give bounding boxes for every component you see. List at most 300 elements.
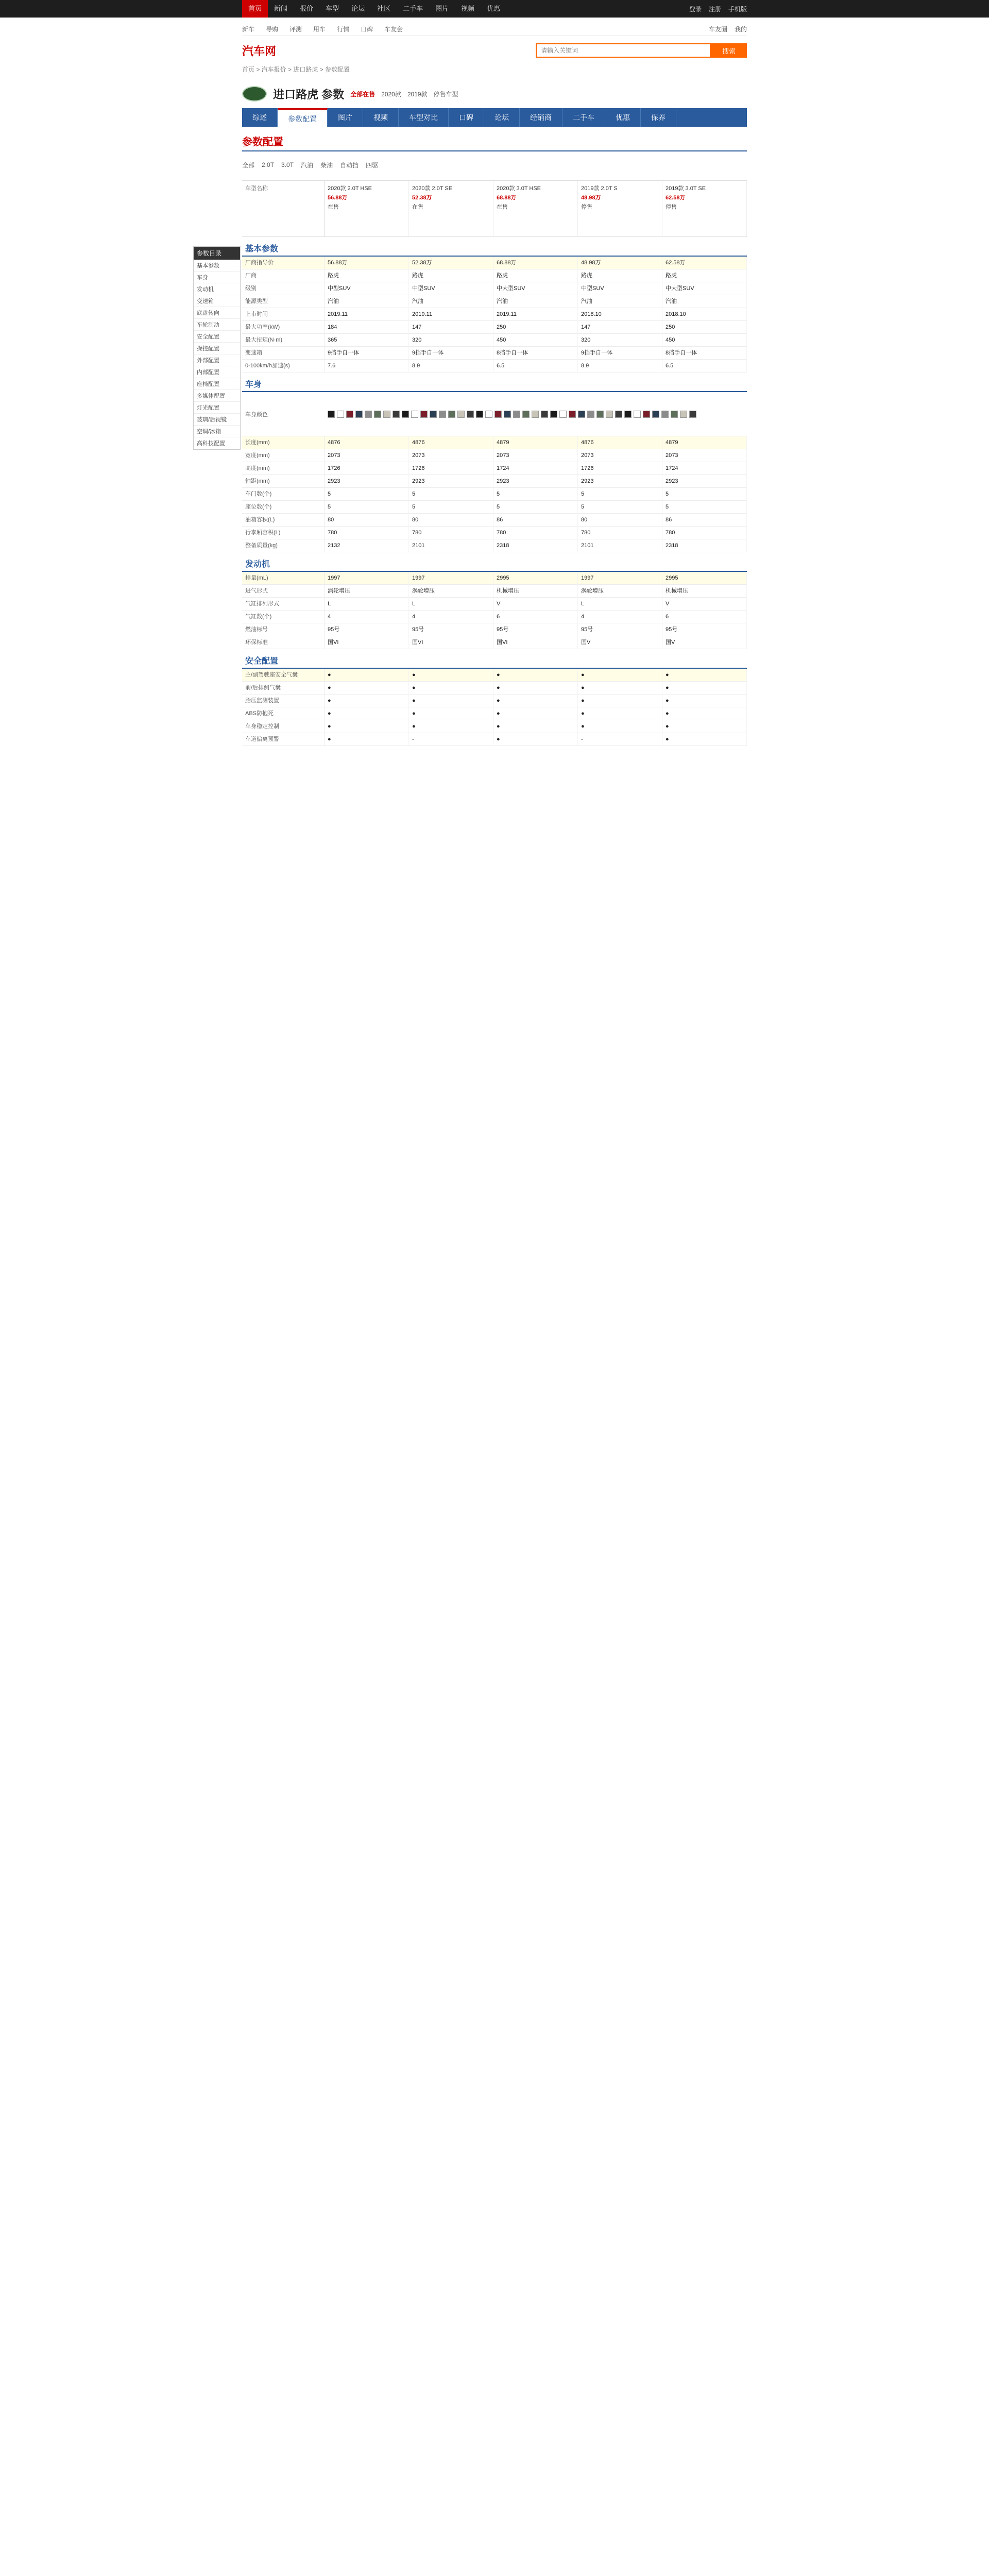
top-nav-item[interactable]: 首页 bbox=[242, 0, 268, 18]
color-swatch[interactable] bbox=[411, 411, 418, 418]
row-label: 行李厢容积(L) bbox=[242, 527, 325, 539]
car-name[interactable]: 2020款 2.0T SE bbox=[412, 185, 453, 192]
filter-bar bbox=[242, 155, 747, 175]
spec-row bbox=[242, 321, 747, 334]
color-swatch[interactable] bbox=[550, 411, 557, 418]
cell: 5 bbox=[493, 488, 578, 501]
car-column bbox=[493, 181, 578, 236]
car-name[interactable]: 2020款 3.0T HSE bbox=[497, 185, 541, 192]
cell: L bbox=[409, 598, 493, 611]
cell: 80 bbox=[578, 514, 662, 527]
sub-nav-link[interactable]: 口碑 bbox=[361, 26, 373, 33]
cell: 2923 bbox=[325, 475, 409, 488]
row-label: 轴距(mm) bbox=[242, 475, 325, 488]
main-nav-tab[interactable]: 优惠 bbox=[605, 108, 641, 127]
color-swatch[interactable] bbox=[467, 411, 474, 418]
color-swatch[interactable] bbox=[365, 411, 372, 418]
sub-nav-link[interactable]: 用车 bbox=[313, 26, 326, 33]
spec-row bbox=[242, 572, 747, 585]
cell: ● bbox=[662, 682, 747, 694]
cell: 2995 bbox=[662, 572, 747, 585]
row-label: 上市时间 bbox=[242, 308, 325, 321]
spec-row bbox=[242, 682, 747, 694]
cell: 4876 bbox=[325, 436, 409, 449]
side-catalog-item[interactable]: 车轮制动 bbox=[194, 319, 240, 331]
cell: ● bbox=[409, 669, 493, 682]
row-label: 环保标准 bbox=[242, 636, 325, 649]
top-nav-item[interactable]: 视频 bbox=[461, 5, 475, 12]
sub-nav-right-link[interactable]: 我的 bbox=[734, 26, 747, 33]
side-catalog-item[interactable]: 发动机 bbox=[194, 283, 240, 295]
color-swatch[interactable] bbox=[337, 411, 344, 418]
page-title-bar bbox=[242, 131, 747, 151]
color-swatch[interactable] bbox=[587, 411, 594, 418]
car-year-tab[interactable]: 2019款 bbox=[407, 90, 428, 98]
cell: 8.9 bbox=[409, 360, 493, 372]
car-price: 62.58万 bbox=[666, 195, 686, 201]
cell: 2101 bbox=[409, 539, 493, 552]
top-nav-item[interactable]: 优惠 bbox=[487, 5, 501, 12]
cell: ● bbox=[662, 733, 747, 746]
cell: 95号 bbox=[493, 623, 578, 636]
color-swatch[interactable] bbox=[680, 411, 687, 418]
color-swatch[interactable] bbox=[624, 411, 632, 418]
car-column bbox=[409, 181, 493, 236]
car-price: 56.88万 bbox=[328, 195, 348, 201]
main-nav-tab[interactable]: 车型对比 bbox=[399, 108, 449, 127]
spec-row bbox=[242, 611, 747, 623]
spec-row bbox=[242, 257, 747, 269]
cell: ● bbox=[493, 720, 578, 733]
color-swatch[interactable] bbox=[522, 411, 530, 418]
cell: ● bbox=[409, 694, 493, 707]
color-swatches bbox=[325, 408, 747, 421]
brand-logo-icon bbox=[242, 86, 267, 101]
color-swatch[interactable] bbox=[448, 411, 455, 418]
cell: 2318 bbox=[493, 539, 578, 552]
color-row bbox=[242, 392, 747, 436]
side-catalog-item[interactable]: 灯光配置 bbox=[194, 402, 240, 414]
cell: 2073 bbox=[578, 449, 662, 462]
cell: 国VI bbox=[409, 636, 493, 649]
side-catalog-item[interactable]: 基本参数 bbox=[194, 260, 240, 272]
main-nav-tab[interactable]: 图片 bbox=[328, 108, 363, 127]
car-column bbox=[662, 181, 747, 236]
row-label: ABS防抱死 bbox=[242, 707, 325, 720]
cell: 国VI bbox=[325, 636, 409, 649]
top-right-link[interactable]: 注册 bbox=[708, 5, 721, 13]
cell: ● bbox=[578, 694, 662, 707]
cell: 5 bbox=[662, 488, 747, 501]
main-nav-tab[interactable]: 参数配置 bbox=[278, 108, 328, 127]
car-name[interactable]: 2019款 2.0T S bbox=[581, 185, 618, 192]
filter-option[interactable]: 3.0T bbox=[281, 161, 294, 168]
top-nav-item[interactable]: 论坛 bbox=[351, 5, 365, 12]
cell: 2923 bbox=[409, 475, 493, 488]
cell: 国V bbox=[662, 636, 747, 649]
row-label: 长度(mm) bbox=[242, 436, 325, 449]
color-swatch[interactable] bbox=[328, 411, 335, 418]
cell: 4879 bbox=[493, 436, 578, 449]
cell: 2923 bbox=[662, 475, 747, 488]
filter-option[interactable]: 自动挡 bbox=[340, 161, 359, 169]
cell: V bbox=[493, 598, 578, 611]
row-label: 整备质量(kg) bbox=[242, 539, 325, 552]
cell: 5 bbox=[662, 501, 747, 514]
section-header: 安全配置 bbox=[242, 654, 747, 669]
cell: 780 bbox=[493, 527, 578, 539]
side-catalog-item[interactable]: 多媒体配置 bbox=[194, 390, 240, 402]
spec-row bbox=[242, 475, 747, 488]
cell: 6 bbox=[493, 611, 578, 623]
cell: ● bbox=[662, 694, 747, 707]
side-catalog-title: 参数目录 bbox=[194, 247, 240, 260]
cell: 汽油 bbox=[493, 295, 578, 308]
cell: ● bbox=[578, 669, 662, 682]
cell: 1997 bbox=[578, 572, 662, 585]
row-label: 油箱容积(L) bbox=[242, 514, 325, 527]
side-catalog-item[interactable]: 操控配置 bbox=[194, 343, 240, 354]
cell: 国VI bbox=[493, 636, 578, 649]
cell: ● bbox=[662, 707, 747, 720]
top-nav-item[interactable]: 新闻 bbox=[274, 5, 288, 12]
filter-option[interactable]: 2.0T bbox=[262, 161, 275, 168]
top-nav-item[interactable]: 图片 bbox=[435, 5, 449, 12]
cell: ● bbox=[493, 669, 578, 682]
row-label: 厂商 bbox=[242, 269, 325, 282]
color-swatch[interactable] bbox=[578, 411, 585, 418]
cell: 国V bbox=[578, 636, 662, 649]
cell: 48.98万 bbox=[578, 257, 662, 269]
cell: 中型SUV bbox=[325, 282, 409, 295]
row-label: 0-100km/h加速(s) bbox=[242, 360, 325, 372]
section-header: 发动机 bbox=[242, 557, 747, 572]
row-label: 前/后排侧气囊 bbox=[242, 682, 325, 694]
row-label: 能源类型 bbox=[242, 295, 325, 308]
cell: 780 bbox=[325, 527, 409, 539]
cell: 2073 bbox=[409, 449, 493, 462]
top-nav bbox=[242, 0, 506, 18]
cell: 涡轮增压 bbox=[578, 585, 662, 598]
color-swatch[interactable] bbox=[439, 411, 446, 418]
car-status: 停售 bbox=[666, 204, 677, 210]
spec-row bbox=[242, 501, 747, 514]
spec-row bbox=[242, 269, 747, 282]
cell: 1724 bbox=[662, 462, 747, 475]
main-nav-tab[interactable]: 经销商 bbox=[520, 108, 562, 127]
cell: 4 bbox=[578, 611, 662, 623]
cell: 1726 bbox=[409, 462, 493, 475]
cell: 1724 bbox=[493, 462, 578, 475]
main-nav-tab[interactable]: 论坛 bbox=[484, 108, 520, 127]
cell: 4879 bbox=[662, 436, 747, 449]
color-swatch[interactable] bbox=[643, 411, 650, 418]
row-label: 车身颜色 bbox=[245, 411, 268, 418]
car-series-name: 进口路虎 参数 bbox=[273, 88, 345, 101]
cell: 2923 bbox=[493, 475, 578, 488]
cell: ● bbox=[578, 720, 662, 733]
side-catalog-item[interactable]: 外部配置 bbox=[194, 354, 240, 366]
color-swatch[interactable] bbox=[476, 411, 483, 418]
cell: ● bbox=[325, 720, 409, 733]
car-column bbox=[325, 181, 409, 236]
spec-row bbox=[242, 669, 747, 682]
car-status: 在售 bbox=[412, 204, 423, 210]
cell: 52.38万 bbox=[409, 257, 493, 269]
side-catalog-item[interactable]: 变速箱 bbox=[194, 295, 240, 307]
side-catalog-item[interactable]: 车身 bbox=[194, 272, 240, 283]
sub-nav-link[interactable]: 新车 bbox=[242, 26, 255, 33]
row-label: 主/副驾驶座安全气囊 bbox=[242, 669, 325, 682]
color-swatch[interactable] bbox=[615, 411, 622, 418]
color-swatch[interactable] bbox=[606, 411, 613, 418]
spec-row bbox=[242, 360, 747, 372]
cell: ● bbox=[578, 707, 662, 720]
side-catalog-item[interactable]: 空调/冰箱 bbox=[194, 426, 240, 437]
top-nav-item[interactable]: 社区 bbox=[377, 5, 391, 12]
spec-table bbox=[242, 180, 747, 746]
spec-row bbox=[242, 598, 747, 611]
cell: 320 bbox=[578, 334, 662, 347]
search-row bbox=[242, 39, 747, 62]
cell: ● bbox=[325, 707, 409, 720]
color-swatch[interactable] bbox=[532, 411, 539, 418]
site-logo[interactable]: 汽车网 bbox=[242, 44, 277, 58]
color-swatch[interactable] bbox=[346, 411, 353, 418]
cell: 2073 bbox=[325, 449, 409, 462]
cell: ● bbox=[325, 682, 409, 694]
search-button[interactable]: 搜索 bbox=[711, 43, 747, 58]
side-catalog-item[interactable]: 座椅配置 bbox=[194, 378, 240, 390]
side-catalog-item[interactable]: 玻璃/后视镜 bbox=[194, 414, 240, 426]
row-label: 车身稳定控制 bbox=[242, 720, 325, 733]
main-nav-tab[interactable]: 视频 bbox=[363, 108, 399, 127]
cell: 路虎 bbox=[662, 269, 747, 282]
color-swatch[interactable] bbox=[634, 411, 641, 418]
car-status: 在售 bbox=[497, 204, 508, 210]
cell: 9挡手自一体 bbox=[325, 347, 409, 360]
color-swatch[interactable] bbox=[569, 411, 576, 418]
row-label: 胎压监测装置 bbox=[242, 694, 325, 707]
color-swatch[interactable] bbox=[689, 411, 696, 418]
cell: ● bbox=[578, 682, 662, 694]
cell: ● bbox=[325, 694, 409, 707]
cell: 8挡手自一体 bbox=[662, 347, 747, 360]
top-right-link[interactable]: 手机版 bbox=[728, 5, 747, 13]
cell: ● bbox=[409, 707, 493, 720]
row-label: 最大扭矩(N·m) bbox=[242, 334, 325, 347]
cell: 6 bbox=[662, 611, 747, 623]
row-label: 燃油标号 bbox=[242, 623, 325, 636]
cell: 1997 bbox=[409, 572, 493, 585]
sub-nav-right-link[interactable]: 车友圈 bbox=[708, 26, 727, 33]
cell: ● bbox=[493, 682, 578, 694]
cell: 250 bbox=[662, 321, 747, 334]
cell: 2019.11 bbox=[325, 308, 409, 321]
cell: 2019.11 bbox=[409, 308, 493, 321]
color-swatch[interactable] bbox=[457, 411, 465, 418]
cell: 780 bbox=[409, 527, 493, 539]
color-swatch[interactable] bbox=[430, 411, 437, 418]
cell: 147 bbox=[578, 321, 662, 334]
cell: 5 bbox=[325, 488, 409, 501]
cell: 320 bbox=[409, 334, 493, 347]
row-label: 车道偏离预警 bbox=[242, 733, 325, 746]
color-swatch[interactable] bbox=[513, 411, 520, 418]
side-catalog bbox=[193, 246, 241, 450]
cell: 2318 bbox=[662, 539, 747, 552]
filter-option[interactable]: 柴油 bbox=[320, 161, 333, 169]
cell: - bbox=[409, 733, 493, 746]
car-status: 在售 bbox=[328, 204, 339, 210]
side-catalog-item[interactable]: 高科技配置 bbox=[194, 437, 240, 449]
spec-row bbox=[242, 733, 747, 746]
main-nav-tab[interactable]: 保养 bbox=[641, 108, 676, 127]
side-catalog-item[interactable]: 安全配置 bbox=[194, 331, 240, 343]
main-nav-tab[interactable]: 综述 bbox=[242, 108, 278, 127]
color-swatch[interactable] bbox=[402, 411, 409, 418]
side-catalog-item[interactable]: 底盘转向 bbox=[194, 307, 240, 319]
cell: 5 bbox=[409, 488, 493, 501]
sub-nav-link[interactable]: 车友会 bbox=[384, 26, 403, 33]
car-header-row bbox=[242, 180, 747, 237]
car-name[interactable]: 2019款 3.0T SE bbox=[666, 185, 706, 192]
cell: 365 bbox=[325, 334, 409, 347]
car-header bbox=[242, 82, 747, 105]
car-year-tab[interactable]: 全部在售 bbox=[350, 90, 376, 98]
cell: ● bbox=[662, 669, 747, 682]
cell: ● bbox=[409, 682, 493, 694]
cell: 2019.11 bbox=[493, 308, 578, 321]
color-swatch[interactable] bbox=[541, 411, 548, 418]
color-swatch[interactable] bbox=[355, 411, 363, 418]
row-label: 排量(mL) bbox=[242, 572, 325, 585]
cell: 250 bbox=[493, 321, 578, 334]
cell: 汽油 bbox=[662, 295, 747, 308]
cell: V bbox=[662, 598, 747, 611]
cell: 95号 bbox=[662, 623, 747, 636]
spec-row bbox=[242, 347, 747, 360]
top-nav-item[interactable]: 车型 bbox=[326, 5, 339, 12]
color-swatch[interactable] bbox=[393, 411, 400, 418]
top-right-link[interactable]: 登录 bbox=[689, 5, 702, 13]
cell: ● bbox=[493, 707, 578, 720]
cell: L bbox=[325, 598, 409, 611]
sub-nav-link[interactable]: 导购 bbox=[266, 26, 279, 33]
filter-option[interactable]: 汽油 bbox=[301, 161, 314, 169]
row-label: 车门数(个) bbox=[242, 488, 325, 501]
color-swatch[interactable] bbox=[420, 411, 428, 418]
filter-option[interactable]: 四驱 bbox=[366, 161, 379, 169]
cell: 中大型SUV bbox=[662, 282, 747, 295]
row-label: 宽度(mm) bbox=[242, 449, 325, 462]
cell: 涡轮增压 bbox=[409, 585, 493, 598]
spec-row bbox=[242, 694, 747, 707]
section-header: 车身 bbox=[242, 378, 747, 392]
cell: 机械增压 bbox=[662, 585, 747, 598]
top-nav-item[interactable]: 报价 bbox=[300, 5, 314, 12]
color-swatch[interactable] bbox=[374, 411, 381, 418]
car-year-tabs bbox=[350, 90, 458, 98]
cell: 路虎 bbox=[493, 269, 578, 282]
cell: 路虎 bbox=[409, 269, 493, 282]
row-label: 座位数(个) bbox=[242, 501, 325, 514]
spec-row bbox=[242, 514, 747, 527]
cell: 2018.10 bbox=[662, 308, 747, 321]
row-label: 进气形式 bbox=[242, 585, 325, 598]
cell: 5 bbox=[578, 501, 662, 514]
spec-row bbox=[242, 308, 747, 321]
spec-row bbox=[242, 436, 747, 449]
color-swatch[interactable] bbox=[652, 411, 659, 418]
cell: 9挡手自一体 bbox=[578, 347, 662, 360]
top-nav-item[interactable]: 二手车 bbox=[403, 5, 423, 12]
car-year-tab[interactable]: 2020款 bbox=[381, 90, 401, 98]
cell: ● bbox=[409, 720, 493, 733]
search-input[interactable] bbox=[536, 43, 711, 58]
sub-nav bbox=[242, 23, 747, 36]
color-swatch[interactable] bbox=[671, 411, 678, 418]
cell: 5 bbox=[493, 501, 578, 514]
cell: 86 bbox=[493, 514, 578, 527]
cell: 4876 bbox=[409, 436, 493, 449]
color-swatch[interactable] bbox=[383, 411, 390, 418]
color-swatch[interactable] bbox=[596, 411, 604, 418]
car-column bbox=[578, 181, 662, 236]
cell: L bbox=[578, 598, 662, 611]
car-status: 停售 bbox=[581, 204, 592, 210]
color-swatch[interactable] bbox=[494, 411, 502, 418]
cell: 95号 bbox=[325, 623, 409, 636]
cell: 涡轮增压 bbox=[325, 585, 409, 598]
sub-nav-link[interactable]: 评测 bbox=[289, 26, 302, 33]
cell: 2073 bbox=[493, 449, 578, 462]
cell: 80 bbox=[409, 514, 493, 527]
cell: 95号 bbox=[409, 623, 493, 636]
main-nav-tab[interactable]: 二手车 bbox=[562, 108, 605, 127]
cell: 95号 bbox=[578, 623, 662, 636]
spec-row bbox=[242, 449, 747, 462]
car-name[interactable]: 2020款 2.0T HSE bbox=[328, 185, 372, 192]
cell: 8.9 bbox=[578, 360, 662, 372]
sub-nav-link[interactable]: 行情 bbox=[337, 26, 350, 33]
page-title: 参数配置 bbox=[242, 136, 283, 148]
cell: 5 bbox=[578, 488, 662, 501]
cell: 中大型SUV bbox=[493, 282, 578, 295]
color-swatch[interactable] bbox=[485, 411, 492, 418]
color-swatch[interactable] bbox=[661, 411, 669, 418]
spec-row bbox=[242, 527, 747, 539]
color-swatch[interactable] bbox=[504, 411, 511, 418]
cell: ● bbox=[662, 720, 747, 733]
cell: ● bbox=[493, 733, 578, 746]
car-price: 48.98万 bbox=[581, 195, 601, 201]
spec-row bbox=[242, 585, 747, 598]
cell: 62.58万 bbox=[662, 257, 747, 269]
cell: 路虎 bbox=[325, 269, 409, 282]
cell: 1997 bbox=[325, 572, 409, 585]
main-nav-tab[interactable]: 口碑 bbox=[449, 108, 484, 127]
breadcrumb: 首页 > 汽车报价 > 进口路虎 > 参数配置 bbox=[242, 66, 350, 73]
row-label: 最大功率(kW) bbox=[242, 321, 325, 334]
cell: 450 bbox=[662, 334, 747, 347]
side-catalog-item[interactable]: 内部配置 bbox=[194, 366, 240, 378]
cell: 780 bbox=[662, 527, 747, 539]
car-year-tab[interactable]: 停售车型 bbox=[433, 90, 458, 98]
color-swatch[interactable] bbox=[559, 411, 567, 418]
main-nav bbox=[242, 108, 747, 127]
filter-option[interactable]: 全部 bbox=[242, 161, 255, 169]
